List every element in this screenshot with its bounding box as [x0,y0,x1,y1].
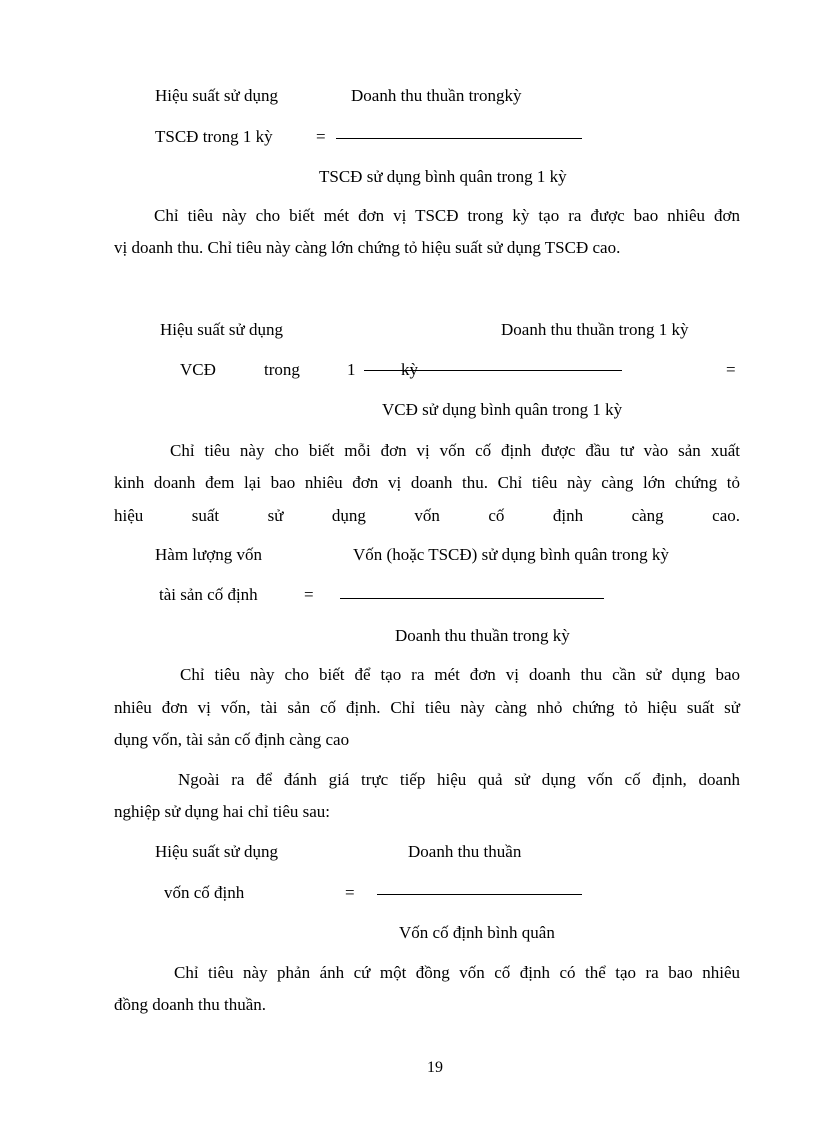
formula-4-denominator: Vốn cố định bình quân [399,923,555,942]
formula-4-left-line1: Hiệu suất sử dụng [155,842,279,861]
formula-2-numerator: Doanh thu thuần trong 1 kỳ [501,320,689,339]
formula-2-left-line2-vcd: VCĐ [180,360,216,379]
formula-2-denominator: VCĐ sử dụng bình quân trong 1 kỳ [382,400,623,419]
page-number: 19 [427,1059,443,1076]
formula-1-left-line1: Hiệu suất sử dụng [155,86,279,105]
paragraph-4-line-2: nghiệp sử dụng hai chỉ tiêu sau: [114,802,331,821]
paragraph-3-line-1: Chỉ tiêu này cho biết để tạo ra mét đơn vị doanh thu cần sử dụng bao [180,665,740,684]
paragraph-5-line-2: đồng doanh thu thuần. [114,995,267,1014]
paragraph-3-line-2: nhiêu đơn vị vốn, tài sản cố định. Chỉ tiêu này càng nhỏ chứng tỏ hiệu suất sử [114,698,740,717]
formula-3-numerator: Vốn (hoặc TSCĐ) sử dụng bình quân trong kỳ [353,545,669,564]
formula-3-left-line2: tài sản cố định [159,585,258,604]
formula-1-fraction-bar [336,138,582,139]
paragraph-4-line-1: Ngoài ra để đánh giá trực tiếp hiệu quả sử dụng vốn cố định, doanh [178,770,740,789]
paragraph-3-line-3: dụng vốn, tài sản cố định càng cao [114,730,350,749]
formula-4-numerator: Doanh thu thuần [408,842,522,861]
formula-2-left-line2-ky: kỳ [401,360,418,379]
paragraph-2-line-1: Chỉ tiêu này cho biết mỗi đơn vị vốn cố định được đầu tư vào sản xuất [170,441,740,460]
paragraph-5-line-1: Chỉ tiêu này phản ánh cứ một đồng vốn cố định có thể tạo ra bao nhiêu [174,963,740,982]
formula-3-fraction-bar [340,598,604,599]
formula-2-left-line2-trong: trong [264,360,300,379]
paragraph-2-line-2: kinh doanh đem lại bao nhiêu đơn vị doanh thu. Chỉ tiêu này càng lớn chứng tỏ [114,473,740,492]
formula-2-fraction-bar [364,370,622,371]
formula-3-equals: = [304,585,314,604]
formula-1-numerator: Doanh thu thuần trongkỳ [351,86,522,105]
formula-1-equals: = [316,127,326,146]
formula-4-equals: = [345,883,355,902]
formula-1-left-line2: TSCĐ trong 1 kỳ [155,127,273,146]
formula-2-equals: = [726,360,736,379]
formula-3-denominator: Doanh thu thuần trong kỳ [395,626,570,645]
formula-4-fraction-bar [377,894,582,895]
formula-4-left-line2: vốn cố định [164,883,245,902]
formula-2-left-line1: Hiệu suất sử dụng [160,320,284,339]
formula-1-denominator: TSCĐ sử dụng bình quân trong 1 kỳ [319,167,567,186]
paragraph-2-line-3: hiệu suất sử dụng vốn cố định càng cao. [114,506,740,525]
paragraph-1-line-2: vị doanh thu. Chỉ tiêu này càng lớn chứng tỏ hiệu suất sử dụng TSCĐ cao. [114,238,621,257]
paragraph-1-line-1: Chỉ tiêu này cho biết mét đơn vị TSCĐ trong kỳ tạo ra được bao nhiêu đơn [154,206,740,225]
formula-2-left-line2-one: 1 [347,360,356,379]
formula-3-left-line1: Hàm lượng vốn [155,545,262,564]
